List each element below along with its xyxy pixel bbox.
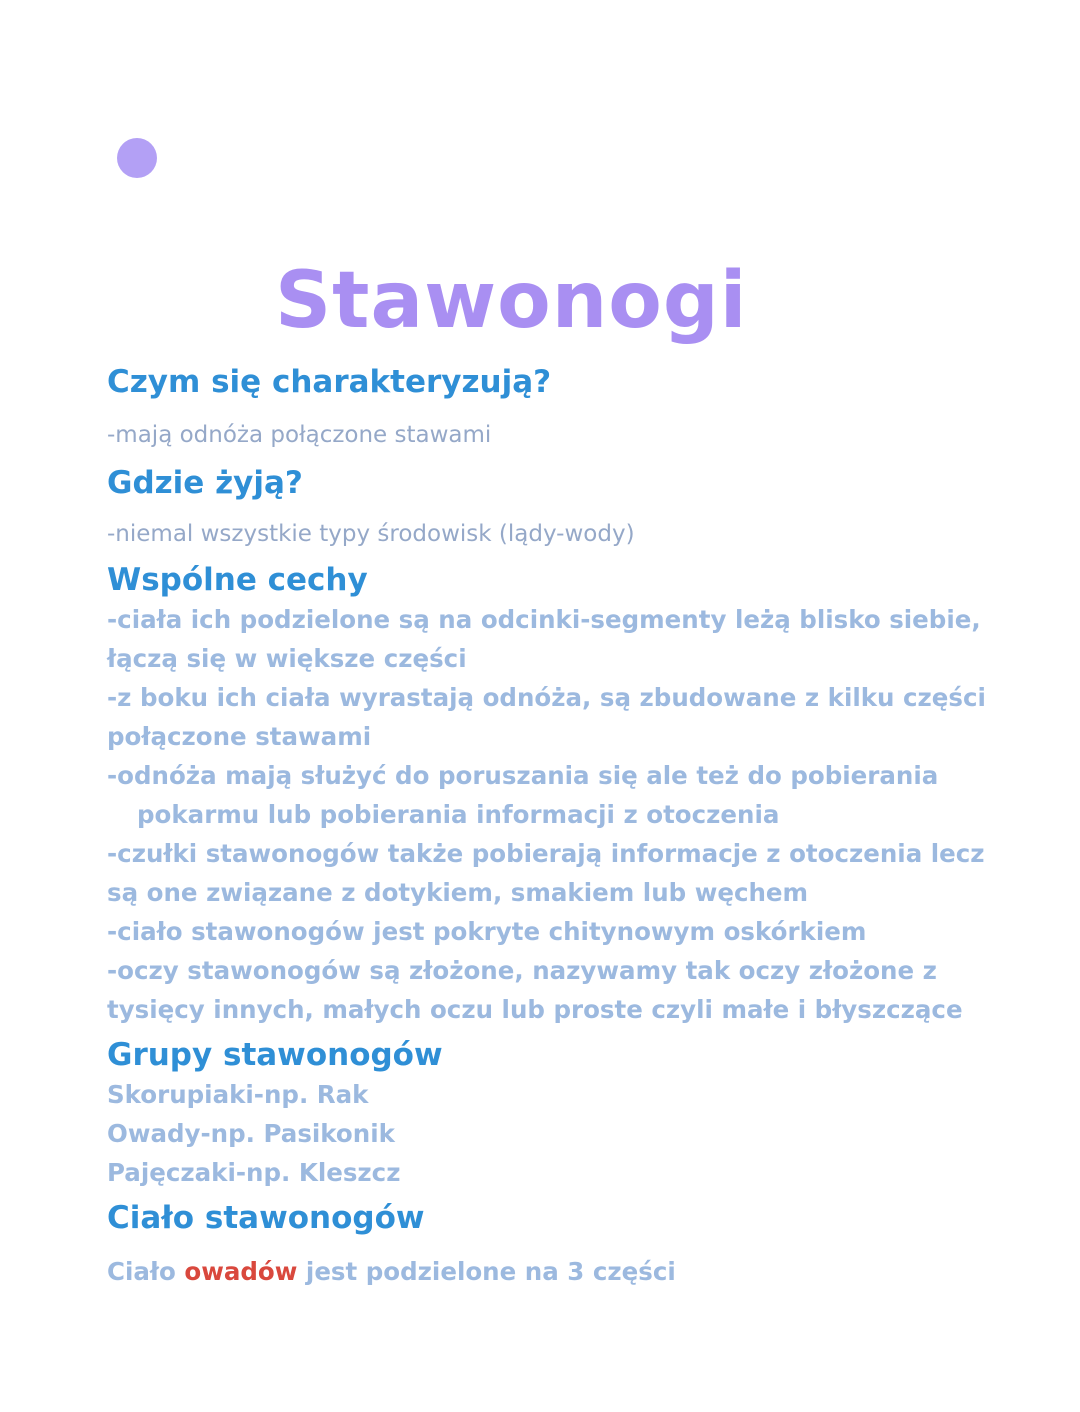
text-body-before: Ciało bbox=[107, 1257, 185, 1286]
text-habitat: -niemal wszystkie typy środowisk (lądy-wody) bbox=[107, 521, 635, 547]
heading-habitat: Gdzie żyją? bbox=[107, 465, 303, 501]
feature-line: połączone stawami bbox=[107, 722, 372, 751]
heading-body: Ciało stawonogów bbox=[107, 1200, 425, 1236]
feature-line: tysięcy innych, małych oczu lub proste czyli małe i błyszczące bbox=[107, 995, 963, 1024]
heading-groups: Grupy stawonogów bbox=[107, 1037, 443, 1073]
page-title: Stawonogi bbox=[275, 256, 748, 346]
feature-line: -ciało stawonogów jest pokryte chitynowym oskórkiem bbox=[107, 917, 867, 946]
text-characteristics: -mają odnóża połączone stawami bbox=[107, 422, 492, 448]
purple-dot-icon bbox=[117, 138, 157, 178]
text-body bbox=[107, 1252, 987, 1291]
text-body-after: jest podzielone na 3 części bbox=[297, 1257, 676, 1286]
group-line: Pajęczaki-np. Kleszcz bbox=[107, 1158, 401, 1187]
feature-line: są one związane z dotykiem, smakiem lub węchem bbox=[107, 878, 809, 907]
feature-line: -oczy stawonogów są złożone, nazywamy tak oczy złożone z bbox=[107, 956, 937, 985]
feature-line: -czułki stawonogów także pobierają informacje z otoczenia lecz bbox=[107, 839, 985, 868]
note-content bbox=[107, 362, 987, 1291]
group-line: Skorupiaki-np. Rak bbox=[107, 1080, 369, 1109]
feature-line: -z boku ich ciała wyrastają odnóża, są zbudowane z kilku części bbox=[107, 683, 986, 712]
group-line: Owady-np. Pasikonik bbox=[107, 1119, 395, 1148]
heading-common-features: Wspólne cechy bbox=[107, 562, 368, 598]
feature-line: łączą się w większe części bbox=[107, 644, 467, 673]
heading-characteristics: Czym się charakteryzują? bbox=[107, 364, 552, 400]
feature-line: -odnóża mają służyć do poruszania się ale też do pobierania bbox=[107, 761, 939, 790]
text-body-highlight: owadów bbox=[184, 1257, 298, 1286]
feature-line: pokarmu lub pobierania informacji z otoczenia bbox=[137, 800, 780, 829]
feature-line: -ciała ich podzielone są na odcinki-segmenty leżą blisko siebie, bbox=[107, 605, 981, 634]
